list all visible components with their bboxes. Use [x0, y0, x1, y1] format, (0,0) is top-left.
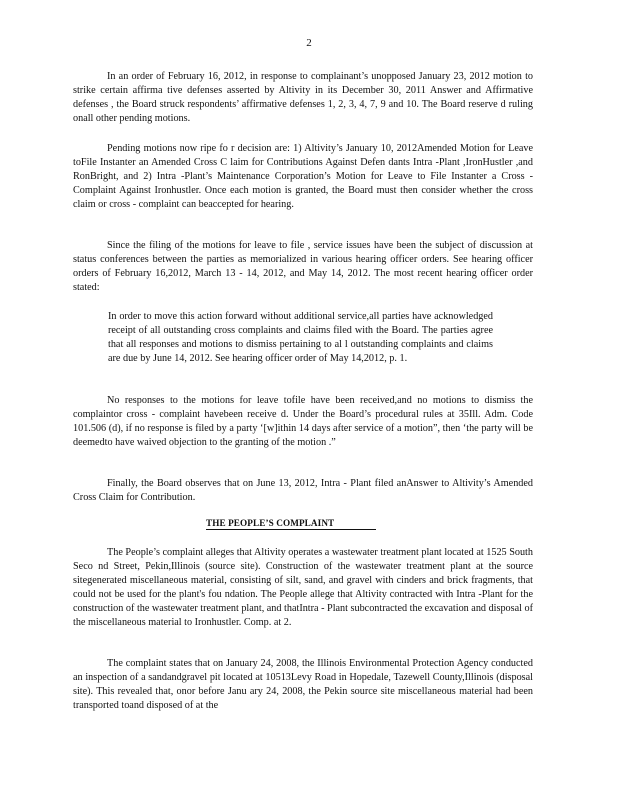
block-quote-hearing-officer-order [108, 310, 493, 366]
section-heading: THE PEOPLE’S COMPLAINT [206, 518, 376, 530]
paragraph-text: Pending motions now ripe fo r decision are: 1) Altivity’s January 10, 2012Amended Motion for Leave toFile Instanter an Amended Cross C laim for Contributions Against Defen dants Intra -Plant ,IronHustler ,and RonBright, and 2) Intra -Plant’s Maintenance Corporation’s Motion for Leave to File Instanter a Cross -Complaint Against Ironhustler. Once each motion is granted, the Board must then consider whether the cross claim or cross - complaint can beaccepted for hearing. [73, 143, 533, 210]
paragraph-service-issues [73, 239, 533, 295]
paragraph-inspection [73, 657, 533, 713]
paragraph-peoples-complaint [73, 546, 533, 629]
paragraph-order-february-16 [73, 70, 533, 126]
page-number: 2 [306, 37, 312, 49]
paragraph-pending-motions [73, 142, 533, 212]
paragraph-text: No responses to the motions for leave tofile have been received,and no motions to dismiss the complaintor cross - complaint havebeen receive d. Under the Board’s procedural rules at 35Ill. Adm. Code 101.506 (d), if no response is filed by a party ‘[w]ithin 14 days after service of a motion”, then ‘the party will be deemedto have waived objection to the granting of the motion .” [73, 395, 533, 448]
paragraph-no-responses [73, 394, 533, 450]
paragraph-text: The complaint states that on January 24, 2008, the Illinois Environmental Protection Agency conducted an inspection of a sandandgravel pit located at 10513Levy Road in Hopedale, Tazewell County,Illinois (disposal site). This revealed that, onor before Janu ary 24, 2008, the Pekin source site miscellaneous material had been transported toand disposed of at the [73, 658, 533, 711]
paragraph-text: The People’s complaint alleges that Altivity operates a wastewater treatment plant located at 1525 South Seco nd Street, Pekin,Illinois (source site). Construction of the wastewater treatment plant at the source sitegenerated miscellaneous material, consisting of silt, sand, and gravel with cinders and brick fragments, that could not be used for the plant's fou ndation. The People allege that Altivity contracted with Intra -Plant for the construction of the wastewater treatment plant, and thatIntra - Plant subcontracted the excavation and disposal of the miscellaneous material to Ironhustler. Comp. at 2. [73, 547, 533, 628]
quote-text: In order to move this action forward without additional service,all parties have acknowledged receipt of all outstanding cross complaints and claims filed with the Board. The parties agree that all responses and motions to dismiss pertaining to al l outstanding complaints and claims are due by June 14, 2012. See hearing officer order of May 14,2012, p. 1. [108, 311, 493, 364]
paragraph-text: Since the filing of the motions for leave to file , service issues have been the subject of discussion at status conferences between the parties as memorialized in various hearing officer orders. See hearing officer orders of February 16,2012, March 13 - 14, 2012, and May 14, 2012. The most recent hearing officer order stated: [73, 240, 533, 293]
paragraph-finally [73, 477, 533, 505]
paragraph-text: In an order of February 16, 2012, in response to complainant’s unopposed January 23, 2012 motion to strike certain affirma tive defenses asserted by Altivity in its December 30, 2011 Answer and Affirmative defenses , the Board struck respondents’ affirmative defenses 1, 2, 3, 4, 7, 9 and 10. The Board reserve d ruling onall other pending motions. [73, 71, 533, 124]
paragraph-text: Finally, the Board observes that on June 13, 2012, Intra - Plant filed anAnswer to Altivity’s Amended Cross Claim for Contribution. [73, 478, 533, 503]
